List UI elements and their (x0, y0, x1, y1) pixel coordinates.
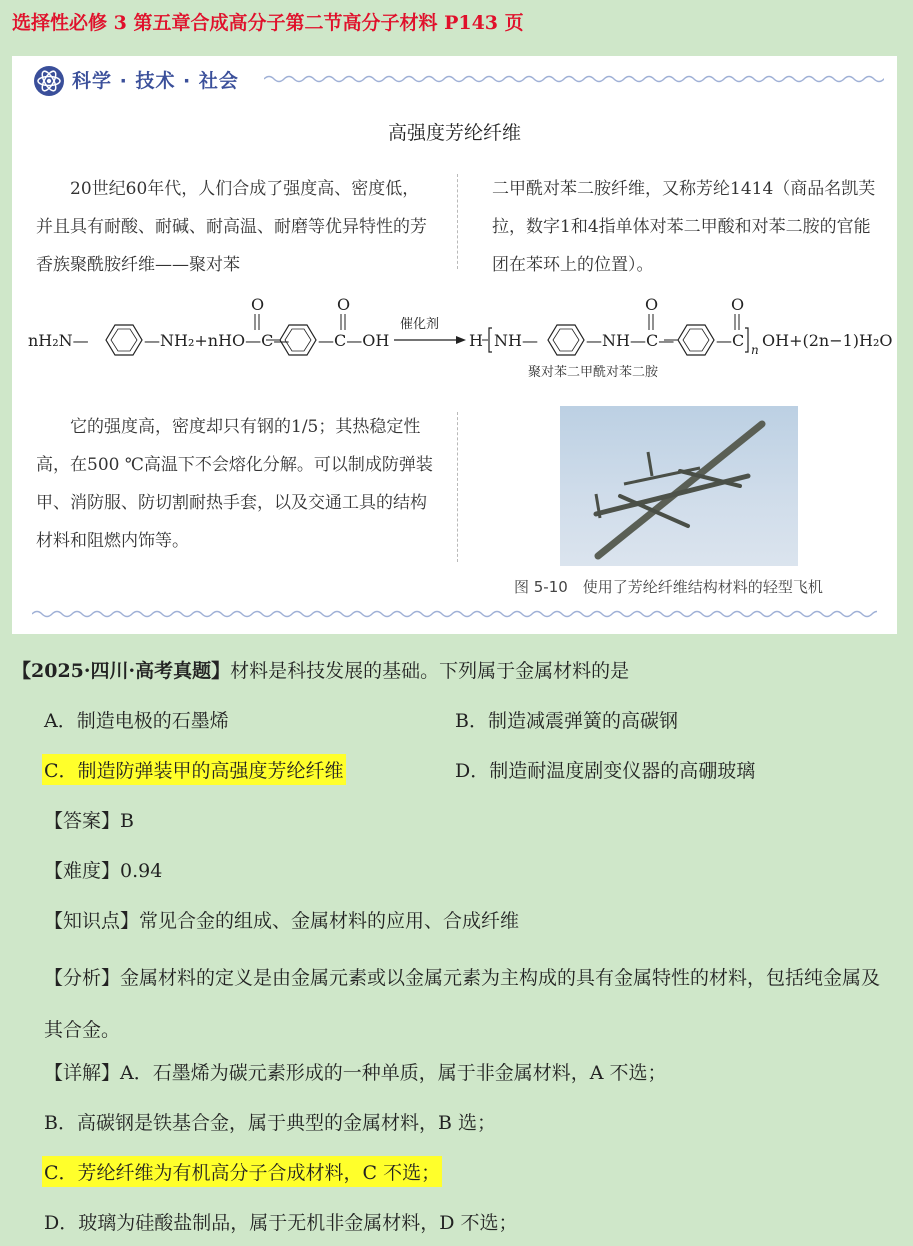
eq-product-end: —C (716, 331, 745, 350)
eq-oxygen-2: O (337, 295, 351, 314)
paragraph-2: 二甲酰对苯二胺纤维，又称芳纶1414（商品名凯芙拉，数字1和4指单体对苯二甲酸和对苯二胺的官能团在苯环上的位置）。 (492, 179, 876, 275)
eq-product-start: H (469, 331, 483, 350)
paragraph-1: 20世纪60年代，人们合成了强度高、密度低，并且具有耐酸、耐碱、耐高温、耐磨等优异特性的芳香族聚酰胺纤维——聚对苯 (36, 179, 427, 275)
airplane-icon (560, 406, 798, 566)
benzene-ring-icon (280, 325, 316, 355)
benzene-ring-icon (106, 325, 142, 355)
section-header (32, 64, 882, 94)
knowledge-line: 【知识点】常见合金的组成、金属材料的应用、合成纤维 (44, 910, 520, 932)
detail-c: C．芳纶纤维为有机高分子合成材料，C 不选； (42, 1156, 442, 1187)
eq-oxygen-4: O (731, 295, 745, 314)
wave-divider (32, 608, 877, 620)
detail-b: B．高碳钢是铁基合金，属于典型的金属材料，B 选； (44, 1112, 496, 1134)
section-label: 科学 · 技术 · 社会 (72, 70, 239, 92)
bracket-left-icon (489, 328, 492, 352)
column-divider (457, 412, 458, 562)
detail-a: 【详解】A．石墨烯为碳元素形成的一种单质，属于非金属材料，A 不选； (44, 1062, 667, 1084)
option-a: A．制造电极的石墨烯 (44, 710, 229, 732)
page-header: 选择性必修 3 第五章合成高分子第二节高分子材料 P143 页 (12, 12, 524, 34)
question-source: 【2025·四川·高考真题】 (12, 660, 231, 682)
difficulty-line: 【难度】0.94 (44, 860, 163, 882)
bracket-right-icon (745, 328, 748, 352)
detail-d: D．玻璃为硅酸盐制品，属于无机非金属材料，D 不选； (44, 1212, 518, 1234)
paragraph-3: 它的强度高，密度却只有钢的1/5；其热稳定性高，在500 ℃高温下不会熔化分解。可以制成防弹装甲、消防服、防切割耐热手套，以及交通工具的结构材料和阻燃内饰等。 (36, 417, 433, 551)
textbook-excerpt (12, 56, 897, 634)
benzene-ring-icon (548, 325, 584, 355)
airplane-photo (560, 406, 798, 566)
eq-oxygen-3: O (645, 295, 659, 314)
eq-reactant2-end: —C—OH (318, 331, 390, 350)
question-text: 材料是科技发展的基础。下列属于金属材料的是 (230, 660, 630, 682)
eq-subscript-n: n (751, 343, 759, 357)
answer-line: 【答案】B (44, 810, 134, 832)
arrow-icon (456, 336, 466, 344)
eq-product-name: 聚对苯二甲酰对苯二胺 (528, 365, 659, 380)
wave-divider (264, 73, 884, 85)
eq-reactant1-end: —NH₂+nHO—C— (144, 331, 290, 350)
article-title: 高强度芳纶纤维 (387, 122, 521, 144)
question-stem (12, 656, 629, 683)
figure-caption: 图 5-10 使用了芳纶纤维结构材料的轻型飞机 (514, 578, 823, 596)
atom-icon (32, 64, 66, 98)
analysis-text: 【分析】金属材料的定义是由金属元素或以金属元素为主构成的具有金属特性的材料，包括纯金属及其合金。 (44, 967, 881, 1041)
benzene-ring-icon (678, 325, 714, 355)
eq-product-nh2: —NH—C— (586, 331, 675, 350)
eq-product-nh1: NH— (494, 331, 538, 350)
eq-product-tail: OH+(2n−1)H₂O (762, 331, 893, 350)
column-divider (457, 174, 458, 269)
option-b: B．制造减震弹簧的高碳钢 (455, 710, 678, 732)
option-c: C．制造防弹装甲的高强度芳纶纤维 (42, 754, 346, 785)
reaction-equation (26, 292, 896, 384)
eq-oxygen-1: O (251, 295, 265, 314)
eq-reactant1: nH₂N— (28, 331, 89, 350)
option-d: D．制造耐温度剧变仪器的高硼玻璃 (455, 760, 756, 782)
eq-catalyst: 催化剂 (400, 317, 440, 332)
